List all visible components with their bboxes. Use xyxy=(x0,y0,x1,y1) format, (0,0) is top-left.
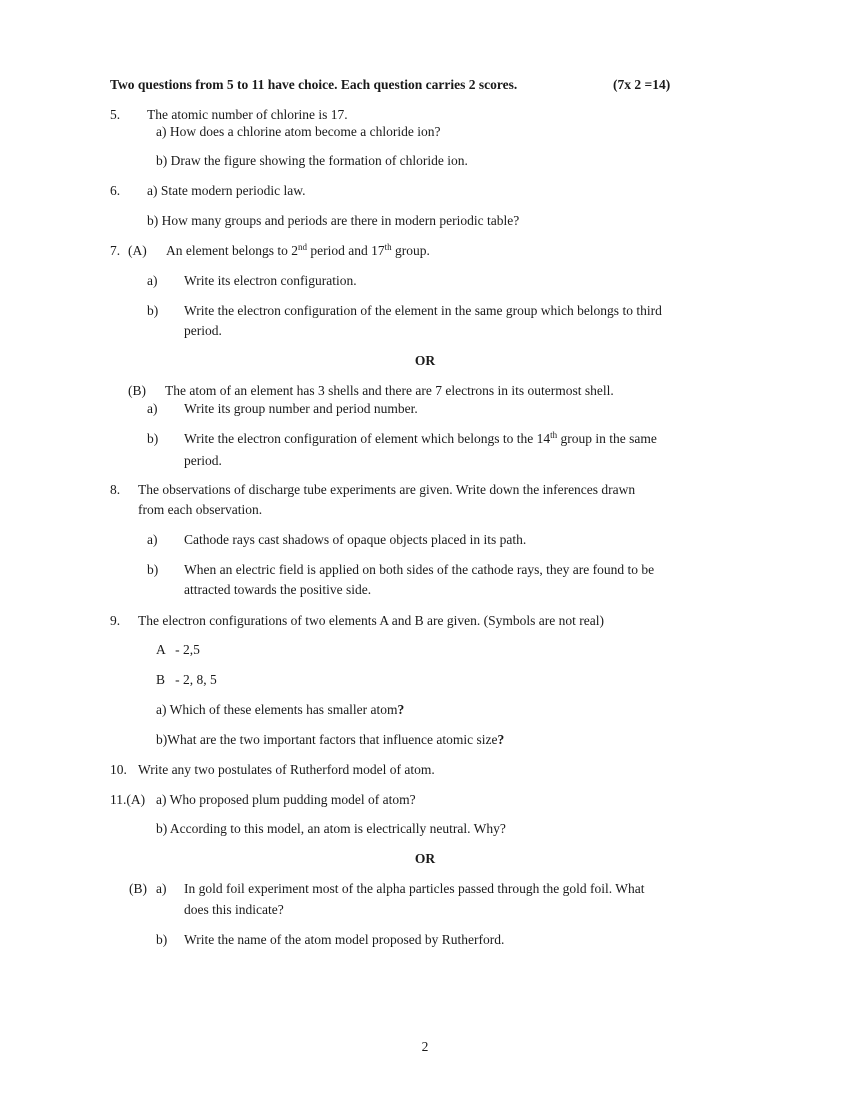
element-configuration: A - 2,5 xyxy=(156,642,200,657)
sub-question-continued: period. xyxy=(184,323,222,338)
sub-question: b) According to this model, an atom is electrically neutral. Why? xyxy=(156,821,506,836)
question-stem: The observations of discharge tube experiments are given. Write down the inferences drawn xyxy=(138,482,636,497)
sub-question: Write the name of the atom model proposed by Rutherford. xyxy=(184,932,505,947)
question-stem-continued: from each observation. xyxy=(138,502,263,517)
question-number: 5. xyxy=(110,107,121,122)
page-number: 2 xyxy=(421,1039,429,1054)
or-divider: OR xyxy=(414,851,436,866)
sub-question: a) Who proposed plum pudding model of atom? xyxy=(156,792,416,807)
question-number: 11.(A) xyxy=(110,792,146,807)
sub-question: a) Which of these elements has smaller atom? xyxy=(156,702,405,717)
sub-question: b) How many groups and periods are there in modern periodic table? xyxy=(147,213,520,228)
sub-question-label: b) xyxy=(156,932,168,947)
question-number: 7. xyxy=(110,243,121,258)
sub-question-label: b) xyxy=(147,562,159,577)
sub-question-label: a) xyxy=(147,532,158,547)
sub-question: b)What are the two important factors that influence atomic size? xyxy=(156,732,505,747)
sub-question: In gold foil experiment most of the alpha particles passed through the gold foil. What xyxy=(184,881,645,896)
question-number: 9. xyxy=(110,613,121,628)
choice-label: (B) xyxy=(129,881,147,896)
question-number: 6. xyxy=(110,183,121,198)
sub-question-continued: period. xyxy=(184,453,222,468)
sub-question: a) How does a chlorine atom become a chloride ion? xyxy=(156,124,441,139)
element-configuration: B - 2, 8, 5 xyxy=(156,672,217,687)
sub-question: When an electric field is applied on both sides of the cathode rays, they are found to be xyxy=(184,562,655,577)
sub-question-label: b) xyxy=(147,431,159,446)
choice-label: (A) xyxy=(128,243,147,258)
sub-question-label: a) xyxy=(147,273,158,288)
question-stem: The atomic number of chlorine is 17. xyxy=(147,107,348,122)
section-marks: (7x 2 =14) xyxy=(613,77,671,92)
choice-label: (B) xyxy=(128,383,146,398)
sub-question: Write the electron configuration of the element in the same group which belongs to third xyxy=(184,303,662,318)
sub-question-continued: attracted towards the positive side. xyxy=(184,582,372,597)
sub-question: b) Draw the figure showing the formation of chloride ion. xyxy=(156,153,468,168)
question-stem: Write any two postulates of Rutherford model of atom. xyxy=(138,762,435,777)
sub-question-label: a) xyxy=(147,401,158,416)
section-instruction: Two questions from 5 to 11 have choice. Each question carries 2 scores. xyxy=(110,77,518,92)
question-stem: The atom of an element has 3 shells and there are 7 electrons in its outermost shell. xyxy=(165,383,614,398)
question-stem: An element belongs to 2nd period and 17th group. xyxy=(166,242,430,258)
sub-question: Cathode rays cast shadows of opaque objects placed in its path. xyxy=(184,532,527,547)
or-divider: OR xyxy=(414,353,436,368)
sub-question: Write the electron configuration of element which belongs to the 14th group in the same xyxy=(184,430,657,446)
sub-question: a) State modern periodic law. xyxy=(147,183,306,198)
sub-question: Write its electron configuration. xyxy=(184,273,357,288)
question-number: 8. xyxy=(110,482,121,497)
sub-question-label: a) xyxy=(156,881,167,896)
sub-question: Write its group number and period number. xyxy=(184,401,418,416)
question-number: 10. xyxy=(110,762,127,777)
question-stem: The electron configurations of two elements A and B are given. (Symbols are not real) xyxy=(138,613,604,628)
sub-question-label: b) xyxy=(147,303,159,318)
sub-question-continued: does this indicate? xyxy=(184,902,284,917)
